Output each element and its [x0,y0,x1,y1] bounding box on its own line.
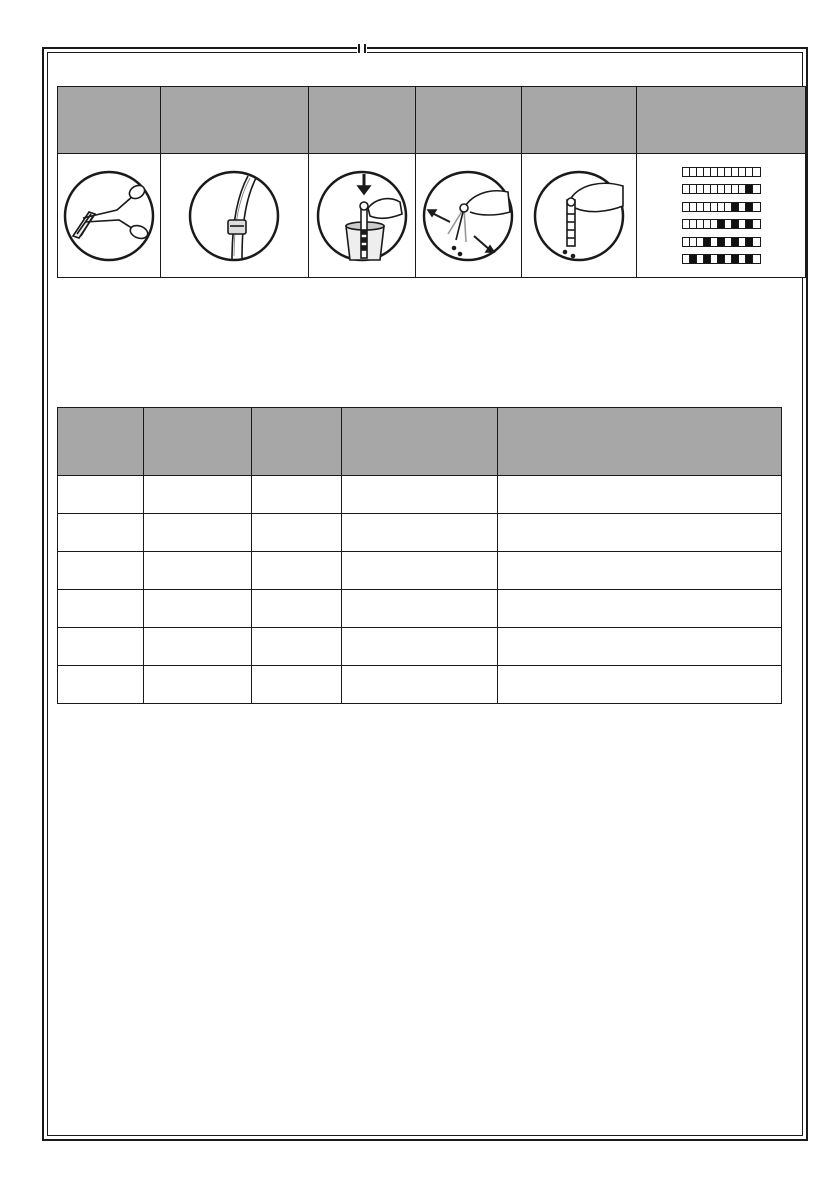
table-cell [143,476,251,514]
step-6-header [637,87,806,154]
strip-pad [753,220,760,228]
table-cell [341,552,498,590]
strip-pad [739,220,746,228]
table-cell [498,590,782,628]
test-strip [682,219,761,229]
strip-pad [697,220,704,228]
strip-pad [711,185,718,193]
results-header-2 [143,408,251,476]
color-chart-icon [637,154,805,277]
strip-pad [725,185,732,193]
table-cell [58,514,144,552]
strip-pad [753,203,760,211]
results-header-5 [498,408,782,476]
steps-illustration-row [58,154,806,278]
step-5-cell [521,154,637,278]
strip-pad [711,238,718,246]
step-5-header [521,87,637,154]
strip-pad [732,203,739,211]
table-row [58,628,782,666]
strip-pad [704,238,711,246]
table-cell [498,666,782,704]
table-row [58,514,782,552]
step-1-cell [58,154,161,278]
table-row [58,552,782,590]
strip-pad [753,168,760,176]
strip-pad [690,168,697,176]
strip-pad [718,255,725,263]
strip-pad [753,238,760,246]
table-cell [143,628,251,666]
strip-pad [739,255,746,263]
table-row [58,476,782,514]
strip-pad [697,185,704,193]
strip-pad [739,168,746,176]
table-row [58,666,782,704]
table-cell [143,514,251,552]
table-cell [58,666,144,704]
results-header-row [58,408,782,476]
strip-pad [739,203,746,211]
strip-pad [718,185,725,193]
strip-pad [683,238,690,246]
strip-pad [704,168,711,176]
results-header-1 [58,408,144,476]
table-cell [58,590,144,628]
table-cell [498,476,782,514]
table-cell [251,514,341,552]
strip-pad [746,203,753,211]
strip-pad [697,203,704,211]
strip-pad [683,185,690,193]
table-cell [251,552,341,590]
strip-pad [711,255,718,263]
strip-pad [732,255,739,263]
tube-clip-icon [186,168,282,264]
results-table [57,407,782,704]
strip-pad [711,168,718,176]
instruction-steps-table [57,86,806,278]
strip-pad [711,220,718,228]
strip-pad [732,220,739,228]
table-cell [251,666,341,704]
strip-pad [746,238,753,246]
strip-pad [725,203,732,211]
table-cell [341,590,498,628]
scissors-icon [61,168,157,264]
strip-pad [704,203,711,211]
strip-pad [683,255,690,263]
strip-pad [697,168,704,176]
table-cell [341,628,498,666]
step-4-header [415,87,521,154]
step-2-header [160,87,308,154]
strip-pad [697,238,704,246]
strip-pad [718,238,725,246]
table-cell [143,552,251,590]
strip-pad [732,238,739,246]
strip-pad [704,185,711,193]
test-strip [682,202,761,212]
strip-pad [704,220,711,228]
strip-pad [690,238,697,246]
table-cell [498,552,782,590]
strip-pad [753,185,760,193]
table-cell [498,514,782,552]
results-header-3 [251,408,341,476]
strip-pad [725,238,732,246]
strip-pad [732,185,739,193]
step-3-cell [308,154,415,278]
step-1-header [58,87,161,154]
strip-pad [746,185,753,193]
strip-pad [683,168,690,176]
strip-pad [690,220,697,228]
step-6-cell [637,154,806,278]
strip-pad [746,255,753,263]
strip-pad [718,168,725,176]
page-border-notch [357,44,367,53]
strip-pad [683,220,690,228]
strip-pad [711,203,718,211]
step-2-cell [160,154,308,278]
table-cell [58,476,144,514]
strip-pad [725,255,732,263]
table-cell [251,628,341,666]
table-cell [251,590,341,628]
table-cell [251,476,341,514]
strip-pad [732,168,739,176]
step-3-header [308,87,415,154]
table-cell [143,666,251,704]
hold-strip-icon [531,168,627,264]
shake-strip-icon [420,168,516,264]
steps-header-row [58,87,806,154]
step-4-cell [415,154,521,278]
dip-strip-icon [314,168,410,264]
strip-pad [746,168,753,176]
table-cell [341,476,498,514]
strip-pad [739,185,746,193]
strip-pad [690,185,697,193]
strip-pad [683,203,690,211]
strip-pad [690,255,697,263]
strip-pad [718,203,725,211]
table-cell [341,666,498,704]
test-strip [682,167,761,177]
table-cell [58,552,144,590]
strip-pad [690,203,697,211]
table-row [58,590,782,628]
strip-pad [753,255,760,263]
results-header-4 [341,408,498,476]
strip-pad [746,220,753,228]
table-cell [58,628,144,666]
table-cell [143,590,251,628]
test-strip [682,237,761,247]
test-strip [682,254,761,264]
strip-pad [725,168,732,176]
strip-pad [718,220,725,228]
strip-pad [739,238,746,246]
strip-pad [704,255,711,263]
strip-pad [725,220,732,228]
test-strip [682,184,761,194]
table-cell [498,628,782,666]
table-cell [341,514,498,552]
strip-pad [697,255,704,263]
